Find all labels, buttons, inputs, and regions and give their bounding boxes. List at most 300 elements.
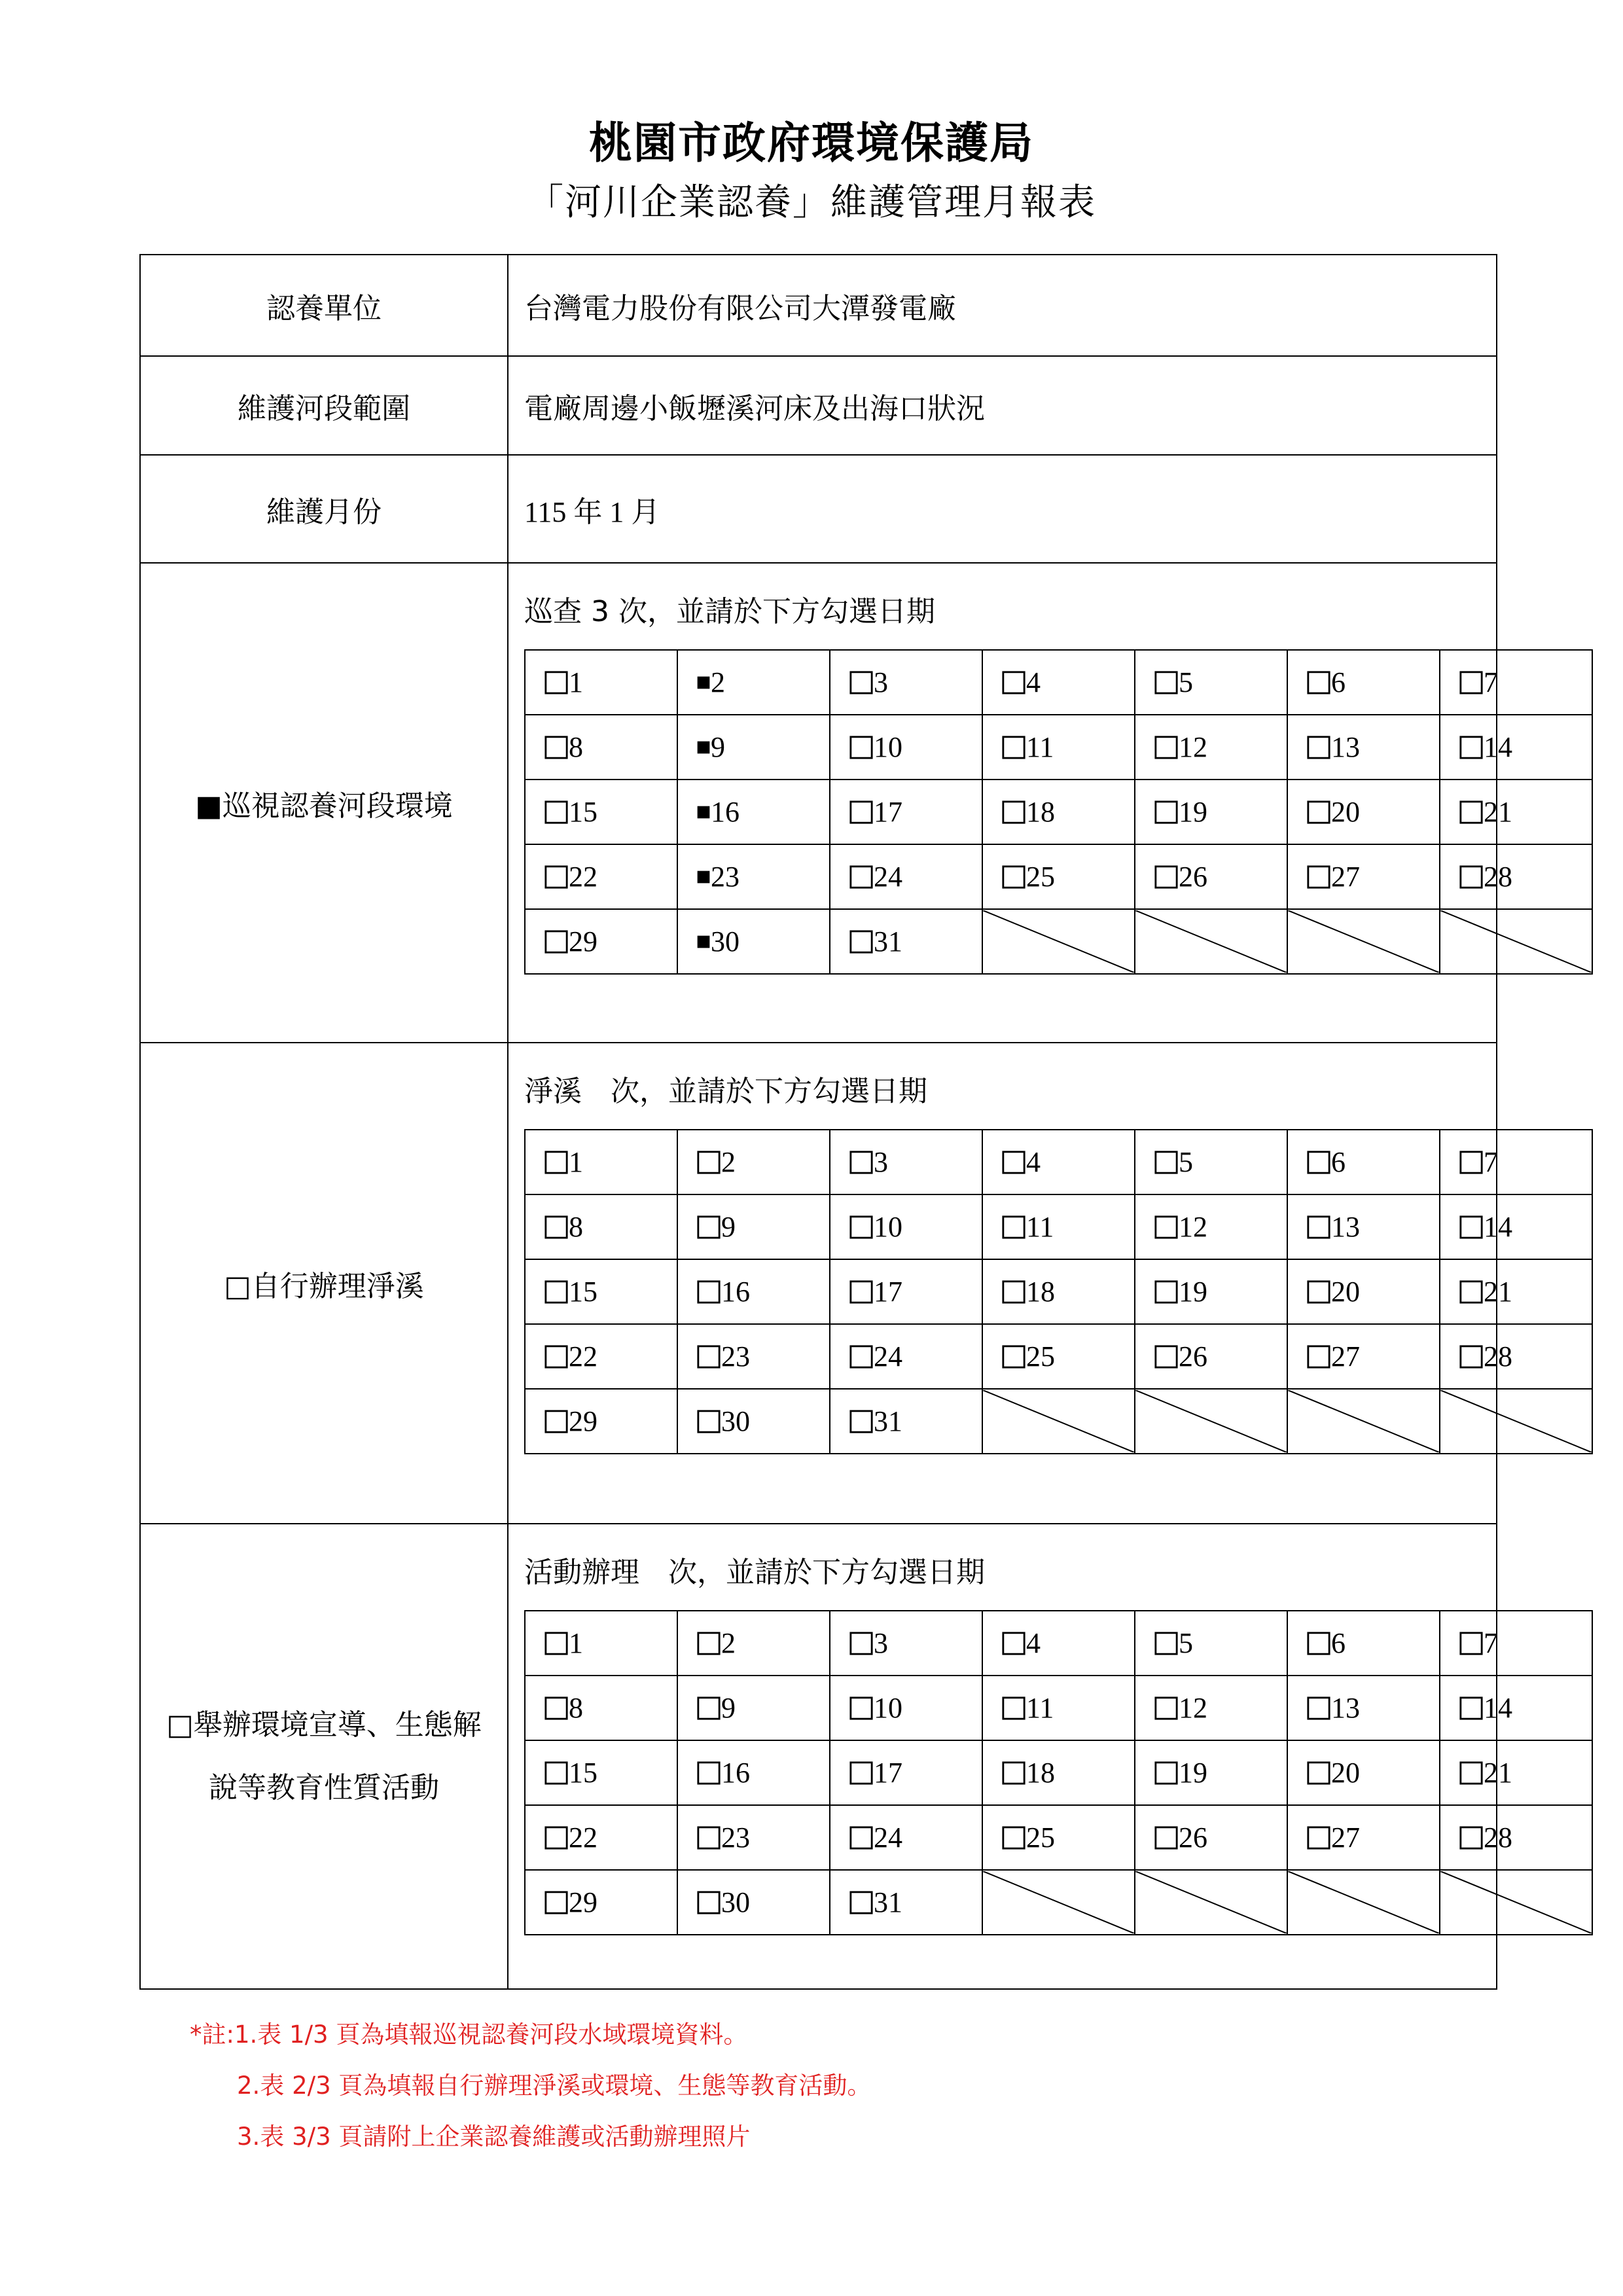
day-cell-14[interactable] (1440, 1676, 1592, 1740)
day-cell-18[interactable] (982, 780, 1135, 844)
day-number: 12 (1179, 1692, 1207, 1724)
day-number: 29 (569, 1886, 597, 1918)
day-cell-28[interactable] (1440, 1805, 1592, 1870)
day-cell-9[interactable] (677, 1194, 830, 1259)
day-cell-31[interactable] (830, 1870, 982, 1935)
checkbox-icon (1154, 1631, 1179, 1656)
activity-label-line1: □舉辦環境宣導、生態解 (166, 1708, 482, 1742)
day-cell-30[interactable] (677, 1389, 830, 1454)
day-number: 26 (1179, 1340, 1207, 1372)
checkbox-icon (1001, 670, 1026, 695)
day-cell-11[interactable] (982, 1676, 1135, 1740)
day-cell-8[interactable] (525, 1676, 677, 1740)
day-number: 13 (1331, 1211, 1360, 1243)
day-cell-20[interactable] (1287, 1259, 1440, 1324)
day-number: 14 (1484, 731, 1512, 763)
activity-header: 活動辦理 次，並請於下方勾選日期 (524, 1556, 985, 1589)
day-cell-3[interactable] (830, 1611, 982, 1676)
day-number: 21 (1484, 1757, 1512, 1789)
day-cell-13[interactable] (1287, 1676, 1440, 1740)
activity-cell (508, 1524, 1512, 1989)
day-cell-29[interactable] (525, 1870, 677, 1935)
day-cell-8[interactable] (525, 1194, 677, 1259)
checkbox-icon (1001, 865, 1026, 889)
day-number: 27 (1331, 1340, 1360, 1372)
checkbox-icon (1459, 1696, 1484, 1721)
day-cell-1[interactable] (525, 1611, 677, 1676)
day-number: 18 (1026, 796, 1055, 828)
calendar-row (525, 1259, 1592, 1324)
checkbox-icon (1001, 1150, 1026, 1175)
checkbox-icon (696, 1761, 721, 1785)
checkbox-icon (1459, 1825, 1484, 1850)
day-cell-21[interactable] (1440, 780, 1592, 844)
day-cell-25[interactable] (982, 844, 1135, 909)
day-cell-17[interactable] (830, 1740, 982, 1805)
day-cell-3[interactable] (830, 650, 982, 715)
month-value[interactable]: 115 年 1 月 (508, 455, 1497, 563)
day-number: 9 (711, 731, 725, 763)
note-2: 2.表 2/3 頁為填報自行辦理淨溪或環境、生態等教育活動。 (237, 2072, 872, 2100)
checkbox-icon (696, 1890, 721, 1915)
day-cell-16[interactable] (677, 1740, 830, 1805)
day-cell-6[interactable] (1287, 1130, 1440, 1194)
calendar-row (525, 1611, 1592, 1676)
checkbox-icon (544, 1696, 569, 1721)
note-1: *註:1.表 1/3 頁為填報巡視認養河段水域環境資料。 (190, 2020, 748, 2049)
day-cell-5[interactable] (1135, 1130, 1287, 1194)
patrol-calendar (524, 649, 1593, 975)
row-activity (140, 1524, 1497, 1989)
day-cell-7[interactable] (1440, 1130, 1592, 1194)
day-number: 15 (569, 1276, 597, 1308)
day-cell-30[interactable] (677, 909, 830, 974)
checked-box-icon (696, 870, 711, 884)
day-cell-31[interactable] (830, 909, 982, 974)
checkbox-icon (1001, 800, 1026, 825)
day-number: 23 (711, 861, 740, 893)
empty-cell (982, 909, 1135, 974)
page-title: 桃園市政府環境保護局 (589, 118, 1034, 168)
range-value[interactable]: 電廠周邊小飯壢溪河床及出海口狀況 (508, 356, 1497, 455)
checkbox-icon (1459, 1150, 1484, 1175)
day-cell-7[interactable] (1440, 650, 1592, 715)
checkbox-icon (696, 1150, 721, 1175)
patrol-header: 巡查 3 次，並請於下方勾選日期 (524, 595, 935, 628)
diagonal-line (1135, 1390, 1287, 1452)
checkbox-icon (1306, 1215, 1331, 1240)
calendar-row (525, 1389, 1592, 1454)
day-cell-27[interactable] (1287, 1805, 1440, 1870)
patrol-cell (508, 563, 1512, 1043)
checkbox-icon (1154, 1344, 1179, 1369)
day-cell-26[interactable] (1135, 844, 1287, 909)
day-cell-15[interactable] (525, 1259, 677, 1324)
page-subtitle: 「河川企業認養」維護管理月報表 (527, 181, 1096, 224)
day-cell-20[interactable] (1287, 780, 1440, 844)
day-number: 24 (874, 1821, 902, 1854)
day-number: 25 (1026, 1340, 1055, 1372)
day-cell-31[interactable] (830, 1389, 982, 1454)
checked-box-icon (696, 935, 711, 949)
day-cell-9[interactable] (677, 1676, 830, 1740)
day-number: 12 (1179, 731, 1207, 763)
empty-cell (1287, 1389, 1440, 1454)
diagonal-line (983, 1871, 1134, 1933)
day-number: 15 (569, 1757, 597, 1789)
checkbox-icon (1306, 1631, 1331, 1656)
checkbox-icon (1459, 1344, 1484, 1369)
day-cell-16[interactable] (677, 780, 830, 844)
day-cell-2[interactable] (677, 1611, 830, 1676)
checkbox-icon (544, 1631, 569, 1656)
day-cell-12[interactable] (1135, 715, 1287, 780)
checkbox-icon (544, 800, 569, 825)
checkbox-icon (1306, 1761, 1331, 1785)
day-number: 4 (1026, 1627, 1041, 1659)
checkbox-icon (1459, 800, 1484, 825)
checkbox-icon (1154, 1215, 1179, 1240)
day-number: 18 (1026, 1757, 1055, 1789)
day-number: 1 (569, 1627, 583, 1659)
checkbox-icon (1001, 1761, 1026, 1785)
diagonal-line (1440, 1390, 1592, 1452)
checkbox-icon (544, 735, 569, 760)
checkbox-icon (544, 1409, 569, 1434)
checkbox-icon (696, 1825, 721, 1850)
day-cell-22[interactable] (525, 844, 677, 909)
checkbox-icon (696, 1344, 721, 1369)
day-number: 4 (1026, 666, 1041, 698)
day-number: 30 (721, 1886, 750, 1918)
activity-label[interactable] (140, 1524, 508, 1989)
calendar-row (525, 1740, 1592, 1805)
day-cell-10[interactable] (830, 715, 982, 780)
day-cell-1[interactable] (525, 1130, 677, 1194)
day-cell-21[interactable] (1440, 1259, 1592, 1324)
checkbox-icon (849, 800, 874, 825)
checkbox-icon (1154, 735, 1179, 760)
checkbox-icon (1154, 670, 1179, 695)
day-number: 19 (1179, 1276, 1207, 1308)
footnotes (190, 2009, 871, 2162)
checkbox-icon (1306, 1825, 1331, 1850)
day-number: 8 (569, 731, 583, 763)
checkbox-icon (544, 929, 569, 954)
diagonal-line (1288, 1871, 1439, 1933)
day-cell-23[interactable] (677, 1324, 830, 1389)
day-cell-24[interactable] (830, 844, 982, 909)
empty-cell (1287, 1870, 1440, 1935)
day-cell-1[interactable] (525, 650, 677, 715)
day-number: 29 (569, 1405, 597, 1437)
checkbox-icon (849, 1825, 874, 1850)
day-number: 2 (721, 1627, 736, 1659)
day-number: 24 (874, 861, 902, 893)
day-cell-10[interactable] (830, 1676, 982, 1740)
day-number: 6 (1331, 1146, 1346, 1178)
day-cell-22[interactable] (525, 1805, 677, 1870)
day-cell-24[interactable] (830, 1805, 982, 1870)
day-cell-12[interactable] (1135, 1676, 1287, 1740)
day-cell-6[interactable] (1287, 650, 1440, 715)
day-cell-5[interactable] (1135, 1611, 1287, 1676)
calendar-row (525, 909, 1592, 974)
checked-box-icon (696, 675, 711, 690)
checked-box-icon (696, 740, 711, 755)
day-number: 30 (721, 1405, 750, 1437)
activity-label-line2: 說等教育性質活動 (209, 1770, 439, 1804)
day-cell-26[interactable] (1135, 1805, 1287, 1870)
day-cell-23[interactable] (677, 844, 830, 909)
day-number: 10 (874, 731, 902, 763)
calendar-row (525, 715, 1592, 780)
day-number: 30 (711, 925, 740, 958)
day-number: 21 (1484, 796, 1512, 828)
day-cell-30[interactable] (677, 1870, 830, 1935)
cleanup-header: 淨溪 次，並請於下方勾選日期 (524, 1075, 927, 1108)
activity-calendar (524, 1610, 1593, 1935)
day-number: 13 (1331, 731, 1360, 763)
day-cell-14[interactable] (1440, 715, 1592, 780)
day-cell-4[interactable] (982, 1130, 1135, 1194)
day-cell-19[interactable] (1135, 780, 1287, 844)
day-number: 24 (874, 1340, 902, 1372)
day-cell-12[interactable] (1135, 1194, 1287, 1259)
day-cell-14[interactable] (1440, 1194, 1592, 1259)
day-number: 7 (1484, 1627, 1498, 1659)
checkbox-icon (544, 1890, 569, 1915)
day-cell-26[interactable] (1135, 1324, 1287, 1389)
day-number: 8 (569, 1692, 583, 1724)
calendar-row (525, 844, 1592, 909)
day-cell-28[interactable] (1440, 844, 1592, 909)
checkbox-icon (1459, 1761, 1484, 1785)
checkbox-icon (849, 1409, 874, 1434)
day-number: 21 (1484, 1276, 1512, 1308)
checkbox-icon (696, 1280, 721, 1304)
empty-cell (1135, 1870, 1287, 1935)
checkbox-icon (1154, 1825, 1179, 1850)
day-cell-18[interactable] (982, 1259, 1135, 1324)
day-number: 22 (569, 1340, 597, 1372)
day-number: 19 (1179, 796, 1207, 828)
empty-cell (982, 1870, 1135, 1935)
day-cell-28[interactable] (1440, 1324, 1592, 1389)
day-cell-8[interactable] (525, 715, 677, 780)
row-cleanup (140, 1043, 1497, 1524)
day-cell-25[interactable] (982, 1805, 1135, 1870)
row-patrol (140, 563, 1497, 1043)
day-number: 23 (721, 1821, 750, 1854)
checkbox-icon (1154, 865, 1179, 889)
checkbox-icon (696, 1696, 721, 1721)
day-number: 17 (874, 796, 902, 828)
day-cell-6[interactable] (1287, 1611, 1440, 1676)
day-number: 5 (1179, 1627, 1193, 1659)
empty-cell (1440, 909, 1592, 974)
day-cell-23[interactable] (677, 1805, 830, 1870)
row-month (140, 455, 1497, 563)
checkbox-icon (544, 670, 569, 695)
day-cell-21[interactable] (1440, 1740, 1592, 1805)
checkbox-icon (849, 1631, 874, 1656)
checkbox-icon (696, 1215, 721, 1240)
day-cell-27[interactable] (1287, 1324, 1440, 1389)
checkbox-icon (1306, 1696, 1331, 1721)
diagonal-line (1288, 1390, 1439, 1452)
checkbox-icon (544, 1280, 569, 1304)
day-number: 17 (874, 1276, 902, 1308)
day-number: 5 (1179, 1146, 1193, 1178)
day-number: 12 (1179, 1211, 1207, 1243)
patrol-label[interactable]: ■巡視認養河段環境 (140, 563, 508, 1043)
day-cell-24[interactable] (830, 1324, 982, 1389)
checkbox-icon (849, 670, 874, 695)
day-number: 17 (874, 1757, 902, 1789)
day-number: 31 (874, 925, 902, 958)
checkbox-icon (849, 1215, 874, 1240)
checkbox-icon (1154, 800, 1179, 825)
empty-cell (1135, 909, 1287, 974)
unit-value[interactable]: 台灣電力股份有限公司大潭發電廠 (508, 255, 1497, 356)
day-number: 14 (1484, 1692, 1512, 1724)
checkbox-icon (1459, 670, 1484, 695)
day-number: 8 (569, 1211, 583, 1243)
cleanup-cell (508, 1043, 1512, 1524)
day-cell-13[interactable] (1287, 715, 1440, 780)
day-number: 20 (1331, 1276, 1360, 1308)
diagonal-line (1135, 1871, 1287, 1933)
day-number: 28 (1484, 861, 1512, 893)
range-label: 維護河段範圍 (140, 356, 508, 455)
calendar-row (525, 1870, 1592, 1935)
checkbox-icon (1459, 1215, 1484, 1240)
day-cell-20[interactable] (1287, 1740, 1440, 1805)
day-number: 4 (1026, 1146, 1041, 1178)
day-number: 2 (711, 666, 725, 698)
diagonal-line (1440, 910, 1592, 973)
day-cell-9[interactable] (677, 715, 830, 780)
day-cell-22[interactable] (525, 1324, 677, 1389)
checkbox-icon (1154, 1696, 1179, 1721)
checkbox-icon (1306, 1150, 1331, 1175)
checkbox-icon (544, 1761, 569, 1785)
calendar-row (525, 1676, 1592, 1740)
checkbox-icon (544, 1215, 569, 1240)
checkbox-icon (1459, 735, 1484, 760)
checkbox-icon (1306, 735, 1331, 760)
empty-cell (1287, 909, 1440, 974)
checkbox-icon (1459, 1631, 1484, 1656)
day-cell-11[interactable] (982, 1194, 1135, 1259)
day-cell-29[interactable] (525, 909, 677, 974)
day-cell-17[interactable] (830, 1259, 982, 1324)
day-cell-10[interactable] (830, 1194, 982, 1259)
day-number: 11 (1026, 731, 1054, 763)
cleanup-calendar (524, 1129, 1593, 1454)
checkbox-icon (1001, 1280, 1026, 1304)
day-cell-15[interactable] (525, 1740, 677, 1805)
checkbox-icon (849, 1280, 874, 1304)
day-cell-7[interactable] (1440, 1611, 1592, 1676)
day-number: 16 (721, 1276, 750, 1308)
day-number: 9 (721, 1211, 736, 1243)
day-number: 22 (569, 1821, 597, 1854)
calendar-row (525, 1194, 1592, 1259)
checkbox-icon (544, 1344, 569, 1369)
day-number: 25 (1026, 861, 1055, 893)
diagonal-line (1288, 910, 1439, 973)
day-cell-11[interactable] (982, 715, 1135, 780)
calendar-row (525, 1130, 1592, 1194)
checked-box-icon (696, 805, 711, 819)
day-number: 26 (1179, 861, 1207, 893)
day-cell-4[interactable] (982, 650, 1135, 715)
empty-cell (1440, 1870, 1592, 1935)
day-cell-27[interactable] (1287, 844, 1440, 909)
diagonal-line (983, 1390, 1134, 1452)
day-cell-2[interactable] (677, 650, 830, 715)
checkbox-icon (1459, 865, 1484, 889)
day-cell-15[interactable] (525, 780, 677, 844)
day-number: 11 (1026, 1692, 1054, 1724)
day-number: 29 (569, 925, 597, 958)
day-number: 10 (874, 1211, 902, 1243)
note-3: 3.表 3/3 頁請附上企業認養維護或活動辦理照片 (237, 2123, 751, 2151)
checkbox-icon (1001, 735, 1026, 760)
day-cell-25[interactable] (982, 1324, 1135, 1389)
checkbox-icon (849, 1761, 874, 1785)
day-cell-16[interactable] (677, 1259, 830, 1324)
day-number: 19 (1179, 1757, 1207, 1789)
checkbox-icon (1459, 1280, 1484, 1304)
day-number: 2 (721, 1146, 736, 1178)
checkbox-icon (1306, 865, 1331, 889)
day-cell-19[interactable] (1135, 1740, 1287, 1805)
diagonal-line (983, 910, 1134, 973)
day-number: 7 (1484, 666, 1498, 698)
day-number: 31 (874, 1886, 902, 1918)
checkbox-icon (849, 1344, 874, 1369)
checkbox-icon (544, 1825, 569, 1850)
checkbox-icon (849, 1696, 874, 1721)
checkbox-icon (1001, 1215, 1026, 1240)
empty-cell (1440, 1389, 1592, 1454)
day-cell-13[interactable] (1287, 1194, 1440, 1259)
day-cell-18[interactable] (982, 1740, 1135, 1805)
checkbox-icon (1154, 1761, 1179, 1785)
day-cell-29[interactable] (525, 1389, 677, 1454)
day-cell-2[interactable] (677, 1130, 830, 1194)
checkbox-icon (696, 1409, 721, 1434)
day-number: 1 (569, 1146, 583, 1178)
day-cell-4[interactable] (982, 1611, 1135, 1676)
checkbox-icon (1306, 1280, 1331, 1304)
day-number: 22 (569, 861, 597, 893)
day-number: 27 (1331, 861, 1360, 893)
diagonal-line (1440, 1871, 1592, 1933)
day-cell-19[interactable] (1135, 1259, 1287, 1324)
day-cell-17[interactable] (830, 780, 982, 844)
day-number: 20 (1331, 796, 1360, 828)
day-cell-5[interactable] (1135, 650, 1287, 715)
cleanup-label[interactable]: □自行辦理淨溪 (140, 1043, 508, 1524)
checkbox-icon (849, 735, 874, 760)
day-cell-3[interactable] (830, 1130, 982, 1194)
checkbox-icon (1001, 1344, 1026, 1369)
checkbox-icon (1306, 670, 1331, 695)
